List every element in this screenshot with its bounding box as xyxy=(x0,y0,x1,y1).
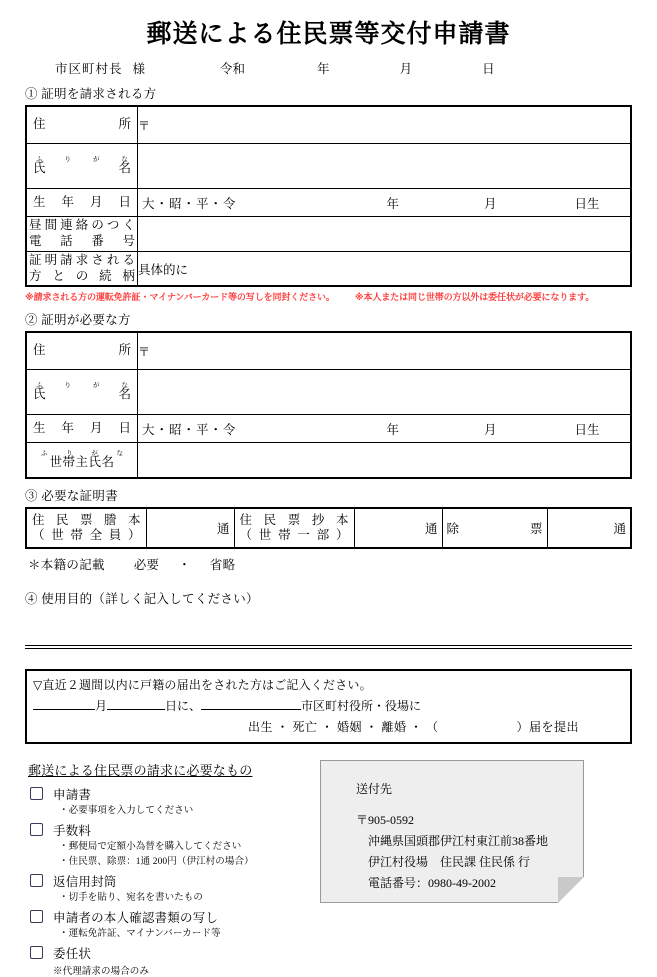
koseki-month-unit: 月 xyxy=(95,699,108,713)
section-2-heading: ② 証明が必要な方 xyxy=(25,313,131,327)
checklist-item-note: ※代理請求の場合のみ xyxy=(53,967,150,977)
koseki-month-input[interactable] xyxy=(33,709,95,710)
subject-name-field[interactable] xyxy=(138,370,632,415)
applicant-name-field[interactable] xyxy=(138,144,632,189)
mailing-address-box xyxy=(320,760,584,903)
table-row xyxy=(26,252,631,287)
checkbox-icon[interactable] xyxy=(30,910,43,923)
table-row xyxy=(26,370,631,415)
koseki-type-line[interactable] xyxy=(33,718,624,735)
sama-honorific: 様 xyxy=(132,62,146,76)
notice-text-2: ※本人または同じ世帯の方以外は委任状が必要になります。 xyxy=(354,293,595,303)
month-label: 月 xyxy=(399,62,413,76)
koseki-type-end: ）届を提出 xyxy=(516,720,580,734)
furigana-label: ふりがな xyxy=(36,381,128,389)
unit-tsu: 通 xyxy=(613,522,626,536)
checkbox-icon[interactable] xyxy=(30,874,43,887)
table-row xyxy=(26,415,631,443)
checklist-item-detail: ・郵便局で定額小為替を購入してください xyxy=(59,842,242,853)
dob-month-unit: 月 xyxy=(484,422,497,437)
addressee-label: 市区町村長 xyxy=(55,62,123,76)
table-row xyxy=(26,443,631,479)
applicant-relation-label: 証明請求される 方との続柄 xyxy=(26,252,138,287)
checklist-item-label: 申請書 xyxy=(53,788,92,802)
subject-name-label xyxy=(26,370,138,415)
honseki-option-omit[interactable]: 省略 xyxy=(209,558,236,572)
furigana-label: ふりがな xyxy=(36,155,128,163)
certificate-table xyxy=(25,507,632,549)
juminhyo-tohon-label: 住民票謄本 （世帯全員） xyxy=(26,508,146,548)
koseki-day-input[interactable] xyxy=(107,709,165,710)
household-head-field[interactable] xyxy=(138,443,632,479)
johyo-label: 除票 xyxy=(442,508,547,548)
table-row xyxy=(26,508,631,548)
koseki-office-label: 市区町村役所・役場に xyxy=(301,699,422,713)
koseki-notification-box xyxy=(25,669,632,744)
table-row xyxy=(26,217,631,252)
sendto-address-line-1: 沖縄県国頭郡伊江村東江前38番地 xyxy=(368,834,549,848)
koseki-date-line[interactable] xyxy=(33,697,624,714)
list-item[interactable] xyxy=(25,944,632,977)
name-label-text: 氏名 xyxy=(33,387,131,402)
checklist-item-detail: ・必要事項を入力してください xyxy=(59,806,194,816)
checklist-item-detail: ・切手を貼り、宛名を書いたもの xyxy=(59,892,204,903)
juminhyo-shohon-label: 住民票抄本 （世帯一部） xyxy=(234,508,354,548)
notice-text-1: ※請求される方の運転免許証・マイナンバーカード等の写しを同封ください。 xyxy=(25,293,335,303)
dob-year-unit: 年 xyxy=(386,422,400,437)
applicant-tel-label: 昼間連絡のつく 電話番号 xyxy=(26,217,138,252)
era-label: 令和 xyxy=(220,62,246,76)
honseki-prefix: ＊本籍の記載 xyxy=(28,558,105,572)
relation-hint: 具体的に xyxy=(138,262,189,277)
dob-month-unit: 月 xyxy=(484,196,497,211)
table-row xyxy=(26,144,631,189)
honseki-option-line[interactable] xyxy=(28,555,632,573)
applicant-dob-label: 生年月日 xyxy=(26,189,138,217)
checklist-item-label: 委任状 xyxy=(53,947,92,962)
applicant-dob-field[interactable] xyxy=(138,189,632,217)
checklist-title: 郵送による住民票の請求に必要なもの xyxy=(28,763,253,778)
unit-tsu: 通 xyxy=(216,522,230,536)
era-options: 大・昭・平・令 xyxy=(142,196,237,211)
sendto-label: 送付先 xyxy=(356,782,393,796)
checklist-item-label: 手数料 xyxy=(53,824,92,839)
koseki-instruction: ▽直近２週間以内に戸籍の届出をされた方はご記入ください。 xyxy=(33,678,372,692)
juminhyo-tohon-count-field[interactable] xyxy=(146,508,234,548)
household-head-label-text: 世帯主氏名 xyxy=(49,455,115,470)
year-label: 年 xyxy=(317,62,330,76)
koseki-day-unit: 日に、 xyxy=(165,699,202,713)
furigana-label: ふりがな xyxy=(41,449,123,457)
applicant-relation-field[interactable] xyxy=(138,252,632,287)
subject-address-field[interactable] xyxy=(138,332,632,370)
checklist-item-detail: ・住民票、除票：1通 200円（伊江村の場合） xyxy=(59,856,254,867)
johyo-count-field[interactable] xyxy=(547,508,631,548)
checkbox-icon[interactable] xyxy=(30,823,43,836)
purpose-writing-rule xyxy=(25,645,632,649)
applicant-address-label: 住所 xyxy=(26,106,138,144)
table-row xyxy=(26,106,631,144)
subject-address-label: 住所 xyxy=(26,332,138,370)
subject-dob-label: 生年月日 xyxy=(26,415,138,443)
checkbox-icon[interactable] xyxy=(30,946,43,959)
subject-table xyxy=(25,331,632,479)
checklist-item-detail: ・運転免許証、マイナンバーカード等 xyxy=(59,929,221,939)
header-addressee-date-line xyxy=(25,59,632,77)
section-1-heading: ① 証明を請求される方 xyxy=(25,87,157,101)
checklist-item-label: 返信用封筒 xyxy=(53,874,117,889)
page-title: 郵送による住民票等交付申請書 xyxy=(146,19,511,48)
sendto-postal-code: 〒905-0592 xyxy=(356,813,414,827)
koseki-type-options[interactable]: 出生 ・ 死亡 ・ 婚姻 ・ 離婚 ・ （ xyxy=(248,720,439,734)
table-row xyxy=(26,189,631,217)
list-item[interactable] xyxy=(25,908,632,941)
folded-corner-decoration xyxy=(558,877,584,903)
form-page xyxy=(0,14,657,977)
postal-mark-icon: 〒 xyxy=(138,344,151,359)
applicant-table xyxy=(25,105,632,287)
sendto-address-line-2: 伊江村役場 住民課 住民係 行 xyxy=(368,855,531,869)
dob-day-unit: 日生 xyxy=(574,422,600,437)
unit-tsu: 通 xyxy=(424,522,438,536)
applicant-tel-field[interactable] xyxy=(138,217,632,252)
postal-mark-icon: 〒 xyxy=(138,118,151,133)
honseki-separator: ・ xyxy=(178,558,191,572)
checklist-item-label: 申請者の本人確認書類の写し xyxy=(53,911,219,925)
subject-dob-field[interactable] xyxy=(138,415,632,443)
table-row xyxy=(26,332,631,370)
applicant-address-field[interactable] xyxy=(138,106,632,144)
sendto-phone: 電話番号：0980-49-2002 xyxy=(368,876,496,890)
day-label: 日 xyxy=(482,62,495,76)
name-label-text: 氏名 xyxy=(33,161,131,176)
section-3-heading: ③ 必要な証明書 xyxy=(25,489,119,503)
applicant-name-label xyxy=(26,144,138,189)
checkbox-icon[interactable] xyxy=(30,787,43,800)
section-4-heading: ④ 使用目的（詳しく記入してください） xyxy=(25,592,259,606)
dob-day-unit: 日生 xyxy=(574,196,600,211)
dob-year-unit: 年 xyxy=(386,196,400,211)
honseki-option-required[interactable]: 必要 xyxy=(133,558,160,572)
era-options: 大・昭・平・令 xyxy=(142,422,237,437)
juminhyo-shohon-count-field[interactable] xyxy=(354,508,442,548)
household-head-label xyxy=(26,443,138,479)
applicant-notice xyxy=(25,290,632,303)
koseki-office-input[interactable] xyxy=(201,709,301,710)
